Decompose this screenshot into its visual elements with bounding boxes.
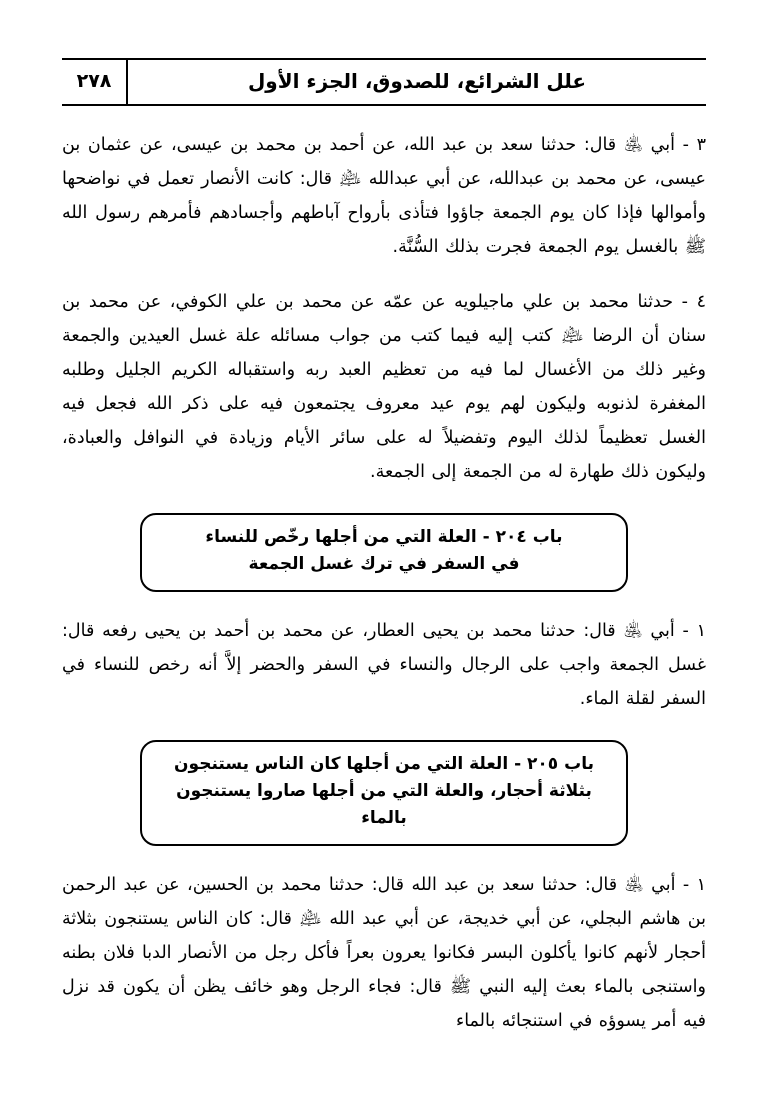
chapter-heading-line: بثلاثة أحجار، والعلة التي من أجلها صاروا يستنجون بالماء — [176, 781, 592, 829]
page-header — [62, 58, 706, 106]
page-number: ٢٧٨ — [62, 60, 128, 104]
book-title: علل الشرائع، للصدوق، الجزء الأول — [247, 68, 587, 93]
chapter-heading-205 — [140, 740, 628, 846]
hadith-paragraph: ١ - أبي ﵁ قال: حدثنا سعد بن عبد الله قال: حدثنا محمد بن الحسين، عن عبد الرحمن بن هاشم البجلي، عن أبي خديجة، عن أبي عبد الله ﵇ قال: كان الناس يستنجون بثلاثة أحجار لأنهم كانوا يأكلون البسر فكانوا يعرون بعراً فأكل رجل من الأنصار الدبا فلان بطنه واستنجى بالماء بعث إليه النبي ﷺ قال: فجاء الرجل وهو خائف يظن أن يكون قد نزل فيه أمر يسوؤه في استنجائه بالماء — [62, 874, 706, 1032]
chapter-heading-line: باب ٢٠٤ - العلة التي من أجلها رخّص للنساء — [205, 527, 563, 548]
page-content — [62, 128, 706, 1038]
hadith-paragraph: ٣ - أبي ﵁ قال: حدثنا سعد بن عبد الله، عن أحمد بن محمد بن عيسى، عن عثمان بن عيسى، عن محمد بن عبدالله، عن أبي عبدالله ﵇ قال: كانت الأنصار تعمل في نواضحها وأموالها فإذا كان يوم الجمعة جاؤوا فتأذى بأرواح آباطهم وأجسادهم فأمرهم رسول الله ﷺ بالغسل يوم الجمعة فجرت بذلك السُّنَّة. — [62, 135, 706, 258]
hadith-paragraph: ٤ - حدثنا محمد بن علي ماجيلويه عن عمّه عن محمد بن علي الكوفي، عن محمد بن سنان أن الرضا ﵇ كتب إليه فيما كتب من جواب مسائله علة غسل العيدين والجمعة وغير ذلك من الأغسال لما فيه من تعظيم العبد ربه واستقباله الكريم الجليل وطلبه المغفرة لذنوبه وليكون لهم يوم عيد معروف يجتمعون فيه على ذكر الله فجعل فيه الغسل تعظيماً لذلك اليوم وتفضيلاً له على سائر الأيام وزيادة في النوافل والعبادة، وليكون ذلك طهارة له من الجمعة إلى الجمعة. — [62, 291, 706, 483]
chapter-heading-line: باب ٢٠٥ - العلة التي من أجلها كان الناس يستنجون — [174, 754, 594, 774]
hadith-paragraph: ١ - أبي ﵁ قال: حدثنا محمد بن يحيى العطار، عن محمد بن أحمد بن يحيى رفعه قال: غسل الجمعة واجب على الرجال والنساء في السفر والحضر إلاَّ أنه رخص للنساء في السفر لقلة الماء. — [62, 620, 706, 709]
chapter-heading-line: في السفر في ترك غسل الجمعة — [248, 554, 520, 575]
chapter-heading-204 — [140, 513, 628, 591]
